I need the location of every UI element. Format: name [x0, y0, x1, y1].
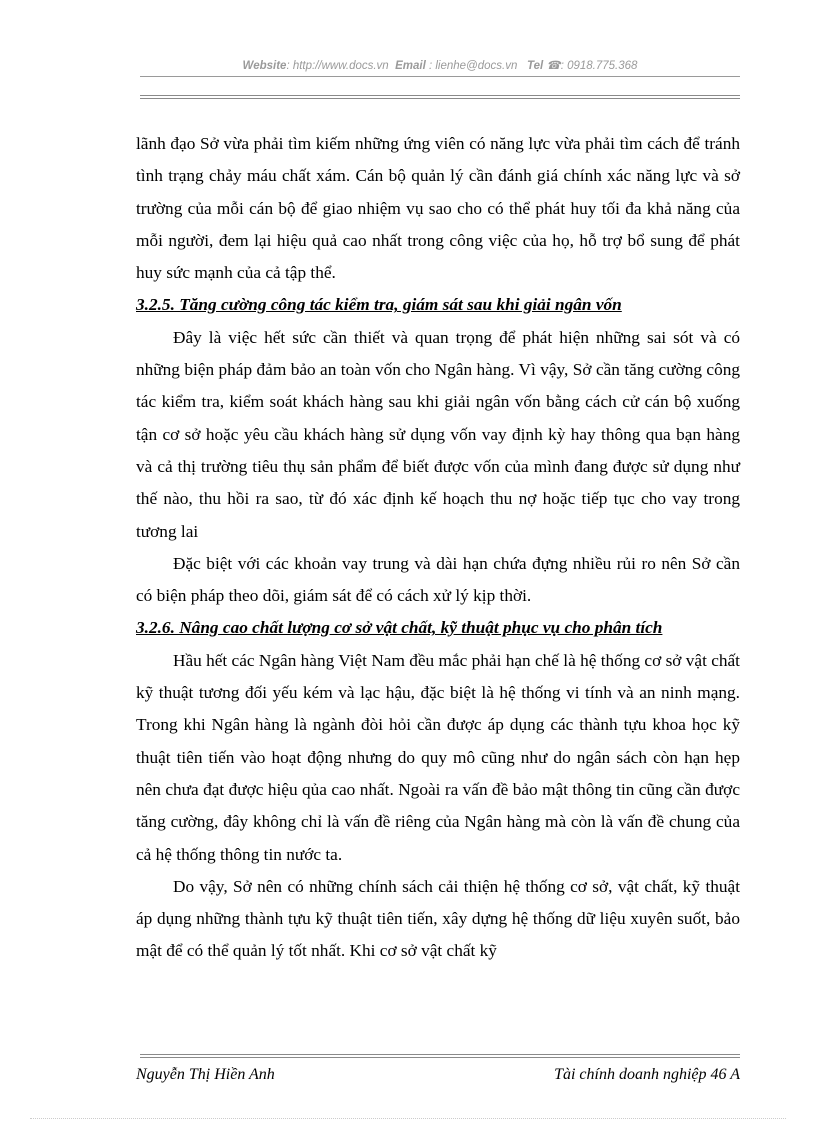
page-header — [140, 58, 740, 72]
paragraph: Hầu hết các Ngân hàng Việt Nam đều mắc phải hạn chế là hệ thống cơ sở vật chất kỹ thuật tương đối yếu kém và lạc hậu, đặc biệt là hệ thống vi tính và an ninh mạng. Trong khi Ngân hàng là ngành đòi hỏi cần được áp dụng các thành tựu khoa học kỹ thuật tiên tiến vào hoạt động nhưng do quy mô cũng như do ngân sách còn hạn hẹp nên chưa đạt được hiệu qủa cao nhất. Ngoài ra vấn đề bảo mật thông tin cũng cần được tăng cường, đây không chỉ là vấn đề riêng của Ngân hàng mà còn là vấn đề chung của cả hệ thống thông tin nước ta. — [136, 650, 740, 864]
footer-class: Tài chính doanh nghiệp 46 A — [554, 1066, 740, 1083]
footer-author: Nguyễn Thị Hiền Anh — [136, 1066, 275, 1083]
header-thin-rule — [140, 76, 740, 77]
section-heading-3-2-5: 3.2.5. Tăng cường công tác kiểm tra, giám sát sau khi giải ngân vốn — [136, 295, 622, 315]
tel-value: : 0918.775.368 — [560, 60, 638, 72]
phone-icon: ☎ — [546, 60, 561, 72]
website-label: Website — [242, 60, 287, 72]
email-value: : lienhe@docs.vn — [425, 60, 518, 72]
tel-label: Tel — [526, 60, 544, 72]
website-value: : http://www.docs.vn — [286, 60, 389, 72]
email-label: Email — [395, 60, 426, 72]
page-bottom-border — [30, 1118, 786, 1119]
footer-double-rule — [140, 1054, 740, 1058]
document-body — [136, 128, 740, 968]
section-heading-3-2-6: 3.2.6. Nâng cao chất lượng cơ sở vật chất, kỹ thuật phục vụ cho phân tích — [136, 618, 663, 638]
paragraph: Đặc biệt với các khoản vay trung và dài hạn chứa đựng nhiều rủi ro nên Sở cần có biện pháp theo dõi, giám sát để có cách xử lý kịp thời. — [136, 553, 740, 606]
paragraph: Đây là việc hết sức cần thiết và quan trọng để phát hiện những sai sót và có những biện pháp đảm bảo an toàn vốn cho Ngân hàng. Vì vậy, Sở cần tăng cường công tác kiểm tra, kiểm soát khách hàng sau khi giải ngân vốn bằng cách cử cán bộ xuống tận cơ sở hoặc yêu cầu khách hàng sử dụng vốn vay định kỳ hay thông qua bạn hàng và cả thị trường tiêu thụ sản phẩm để biết được vốn của mình đang được sử dụng như thế nào, thu hồi ra sao, từ đó xác định kế hoạch thu nợ hoặc tiếp tục cho vay trong tương lai — [136, 327, 740, 541]
paragraph: lãnh đạo Sở vừa phải tìm kiếm những ứng viên có năng lực vừa phải tìm cách để tránh tình trạng chảy máu chất xám. Cán bộ quản lý cần đánh giá chính xác năng lực và sở trường của mỗi cán bộ để giao nhiệm vụ sao cho có thể phát huy tối đa khả năng của mỗi người, đem lại hiệu quả cao nhất trong công việc của họ, hỗ trợ bổ sung để phát huy sức mạnh của cả tập thể. — [136, 134, 740, 283]
paragraph: Do vậy, Sở nên có những chính sách cải thiện hệ thống cơ sở, vật chất, kỹ thuật áp dụng những thành tựu kỹ thuật tiên tiến, xây dựng hệ thống dữ liệu xuyên suốt, bảo mật để có thể quản lý tốt nhất. Khi cơ sở vật chất kỹ — [136, 876, 740, 961]
header-double-rule — [140, 95, 740, 99]
